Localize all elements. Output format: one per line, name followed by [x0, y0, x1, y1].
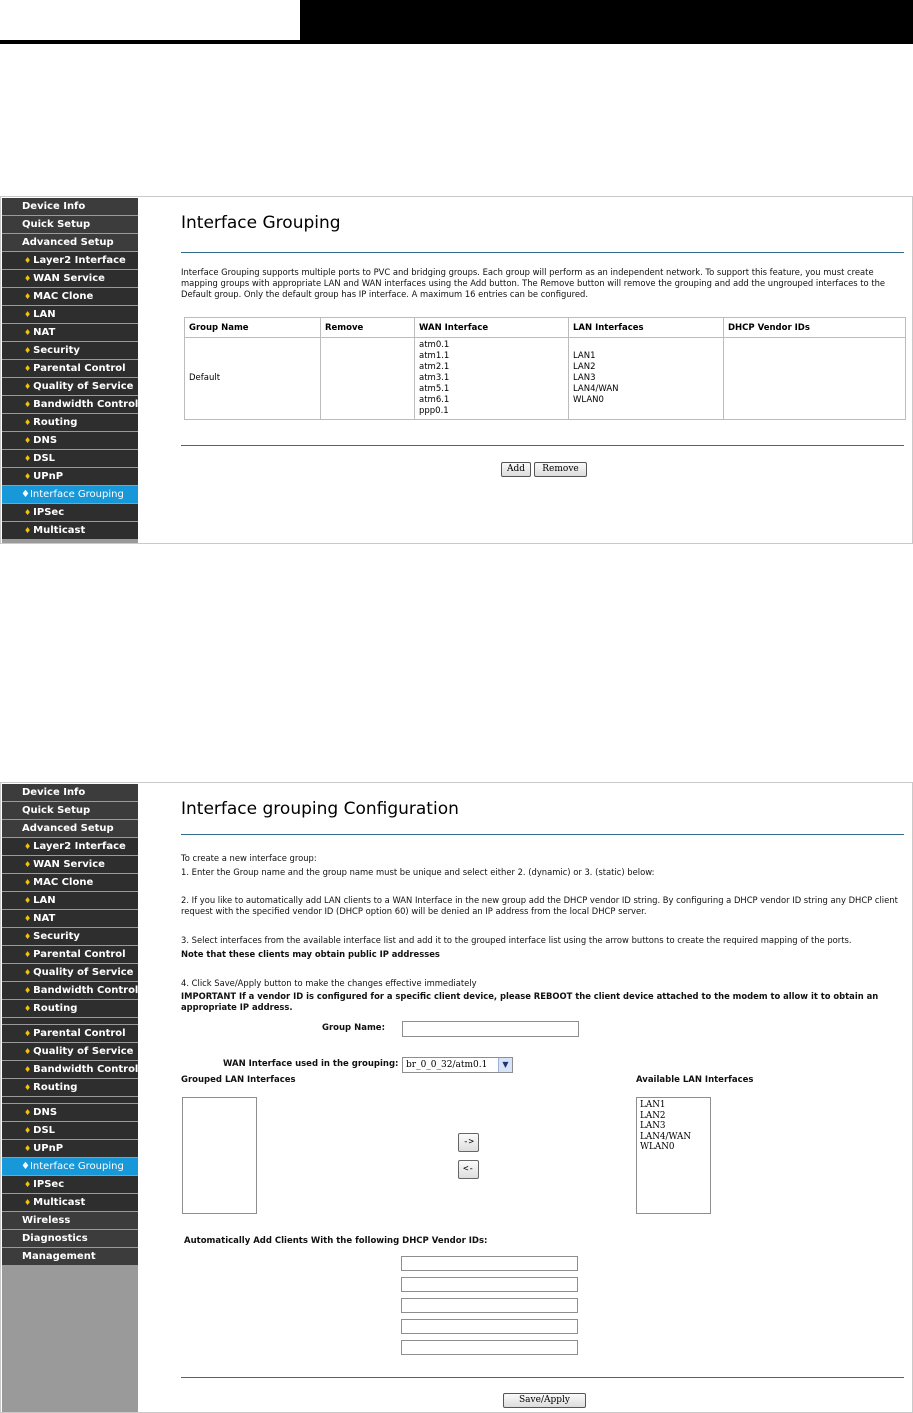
- sidebar-item-bandwidth-control[interactable]: [2, 982, 138, 999]
- document-header: [0, 0, 913, 46]
- note-text: Note that these clients may obtain public IP addresses: [181, 949, 440, 959]
- bullet-icon: ♦: [24, 526, 32, 535]
- bottom-divider: [181, 1377, 904, 1378]
- sidebar-item-label: Bandwidth Control: [33, 985, 138, 996]
- bullet-icon: ♦: [24, 382, 32, 391]
- bullet-icon: ♦: [24, 1180, 32, 1189]
- title-divider: [181, 252, 904, 253]
- wan-interface-cell: [415, 338, 569, 420]
- available-lan-interfaces-label: Available LAN Interfaces: [636, 1075, 754, 1085]
- sidebar-item-management[interactable]: [2, 1248, 138, 1265]
- sidebar-item-label: Layer2 Interface: [33, 841, 126, 852]
- wan-interface-select[interactable]: [402, 1057, 513, 1073]
- sidebar-item-lan[interactable]: [2, 892, 138, 909]
- sidebar-item-interface-grouping[interactable]: [2, 1158, 138, 1175]
- lan-interface-item: WLAN0: [573, 395, 604, 405]
- save-apply-button[interactable]: Save/Apply: [503, 1393, 586, 1408]
- sidebar-item-label: DNS: [33, 435, 58, 446]
- sidebar-item-label: Device Info: [22, 201, 86, 212]
- sidebar-item-label: Quick Setup: [22, 805, 91, 816]
- page-title: Interface grouping Configuration: [181, 799, 459, 819]
- sidebar-item-dsl[interactable]: [2, 450, 138, 467]
- group-name-input[interactable]: [402, 1021, 579, 1037]
- sidebar-item-routing[interactable]: [2, 1079, 138, 1096]
- sidebar-item-multicast[interactable]: [2, 522, 138, 539]
- move-right-button[interactable]: ->: [458, 1133, 479, 1152]
- sidebar-item-label: Interface Grouping: [29, 489, 124, 500]
- sidebar-item-quality-of-service[interactable]: [2, 964, 138, 981]
- remove-button[interactable]: Remove: [534, 462, 587, 477]
- sidebar-item-wan-service[interactable]: [2, 856, 138, 873]
- bullet-icon: ♦: [24, 1004, 32, 1013]
- bullet-icon: ♦: [24, 1198, 32, 1207]
- sidebar-item-label: MAC Clone: [33, 877, 94, 888]
- sidebar-item-parental-control[interactable]: [2, 946, 138, 963]
- sidebar-item-label: LAN: [33, 895, 56, 906]
- sidebar-item-quick-setup[interactable]: [2, 216, 138, 233]
- bullet-icon: ♦: [24, 1047, 32, 1056]
- sidebar-item-label: Advanced Setup: [22, 237, 114, 248]
- sidebar-item-label: DSL: [33, 1125, 56, 1136]
- sidebar-item-label: Advanced Setup: [22, 823, 114, 834]
- column-header-dhcp-vendor-ids: DHCP Vendor IDs: [724, 318, 906, 338]
- column-header-group-name: Group Name: [185, 318, 321, 338]
- sidebar-item-label: DNS: [33, 1107, 58, 1118]
- bullet-icon: ♦: [24, 436, 32, 445]
- sidebar-item-label: Routing: [33, 417, 78, 428]
- sidebar-item-device-info[interactable]: [2, 198, 138, 215]
- column-header-wan-interface: WAN Interface: [415, 318, 569, 338]
- sidebar-item-label: NAT: [33, 913, 56, 924]
- sidebar-item-label: Quality of Service: [33, 1046, 134, 1057]
- sidebar-item-multicast[interactable]: [2, 1194, 138, 1211]
- sidebar-item-wan-service[interactable]: [2, 270, 138, 287]
- sidebar-item-security[interactable]: [2, 928, 138, 945]
- step2-text: 2. If you like to automatically add LAN clients to a WAN Interface in the new group add the DHCP vendor ID string. By configuring a DHCP vendor ID string any DHCP client request with the specified vendor ID (DHCP option 60) will be denied an IP address from the local DHCP server.: [181, 895, 898, 916]
- title-divider: [181, 834, 904, 835]
- move-left-button[interactable]: <-: [458, 1160, 479, 1179]
- lan-interfaces-cell: [569, 338, 724, 420]
- chevron-down-icon[interactable]: ▼: [498, 1058, 512, 1072]
- step3-text: 3. Select interfaces from the available interface list and add it to the grouped interface list using the arrow buttons to create the required mapping of the ports.: [181, 935, 852, 945]
- vendor-id-input[interactable]: [401, 1298, 578, 1313]
- vendor-id-input[interactable]: [401, 1340, 578, 1355]
- list-item[interactable]: LAN3: [640, 1121, 666, 1131]
- header-rule: [0, 40, 913, 44]
- dhcp-vendor-ids-cell: [724, 338, 906, 420]
- remove-cell: [321, 338, 415, 420]
- bullet-icon: ♦: [24, 896, 32, 905]
- description-text: Interface Grouping supports multiple ports to PVC and bridging groups. Each group will perform as an independent network. To support this feature, you must create mapping groups with appropriate LAN and WAN interfaces using the Add button. The Remove button will remove the grouping and add the ungrouped interfaces to the Default group. Only the default group has IP interface. A maximum 16 entries can be configured.: [181, 267, 886, 299]
- sidebar-item-label: Quality of Service: [33, 967, 134, 978]
- sidebar-item-label: Multicast: [33, 525, 86, 536]
- bullet-icon: ♦: [24, 328, 32, 337]
- interface-grouping-configuration-screenshot: [0, 782, 913, 1413]
- table-row: [185, 338, 906, 420]
- sidebar-item-label: IPSec: [33, 507, 65, 518]
- list-item[interactable]: LAN2: [640, 1110, 666, 1121]
- sidebar-item-security[interactable]: [2, 342, 138, 359]
- sidebar-item-mac-clone[interactable]: [2, 288, 138, 305]
- step4-text: 4. Click Save/Apply button to make the changes effective immediately: [181, 978, 477, 988]
- bullet-icon: ♦: [24, 1108, 32, 1117]
- bullet-icon: ♦: [24, 1083, 32, 1092]
- list-item[interactable]: LAN1: [640, 1100, 666, 1110]
- sidebar-item-label: Bandwidth Control: [33, 399, 138, 410]
- sidebar-item-label: NAT: [33, 327, 56, 338]
- bullet-icon: ♦: [24, 454, 32, 463]
- bullet-icon: ♦: [24, 968, 32, 977]
- important-text: IMPORTANT If a vendor ID is configured for a specific client device, please REBOOT the client device attached to the modem to allow it to obtain an appropriate IP address.: [181, 991, 879, 1012]
- dhcp-vendor-ids-label: Automatically Add Clients With the following DHCP Vendor IDs:: [184, 1236, 488, 1246]
- vendor-id-input[interactable]: [401, 1319, 578, 1334]
- wan-interface-item: atm1.1: [419, 351, 450, 361]
- bullet-icon: ♦: [24, 256, 32, 265]
- sidebar-item-ipsec[interactable]: [2, 1176, 138, 1193]
- sidebar-item-layer2-interface[interactable]: [2, 838, 138, 855]
- intro-text: To create a new interface group:: [181, 853, 317, 863]
- interface-group-table: [184, 317, 906, 420]
- wan-interface-item: atm0.1: [419, 340, 450, 350]
- sidebar-item-interface-grouping[interactable]: [2, 486, 138, 503]
- wan-interface-item: ppp0.1: [419, 406, 449, 416]
- sidebar-item-label: Layer2 Interface: [33, 255, 126, 266]
- group-name-cell: Default: [185, 338, 321, 420]
- sidebar-item-label: Bandwidth Control: [33, 1064, 138, 1075]
- bullet-icon: ♦: [24, 932, 32, 941]
- sidebar-item-nat[interactable]: [2, 910, 138, 927]
- sidebar-item-quick-setup[interactable]: [2, 802, 138, 819]
- sidebar-item-upnp[interactable]: [2, 1140, 138, 1157]
- available-lan-interfaces-list[interactable]: [636, 1097, 711, 1214]
- bullet-icon: ♦: [24, 292, 32, 301]
- sidebar-item-label: Wireless: [22, 1215, 71, 1226]
- bullet-icon: ♦: [24, 842, 32, 851]
- bullet-icon: ♦: [24, 418, 32, 427]
- bullet-icon: ♦: [24, 364, 32, 373]
- sidebar-item-label: Quick Setup: [22, 219, 91, 230]
- sidebar-item-label: UPnP: [33, 471, 64, 482]
- wan-interface-item: atm3.1: [419, 373, 450, 383]
- sidebar-item-label: Parental Control: [33, 1028, 126, 1039]
- table-divider: [181, 445, 904, 446]
- bullet-icon: ♦: [24, 400, 32, 409]
- sidebar-item-label: Management: [22, 1251, 96, 1262]
- sidebar-item-label: WAN Service: [33, 273, 105, 284]
- sidebar-item-label: DSL: [33, 453, 56, 464]
- bullet-icon: ♦: [24, 1065, 32, 1074]
- sidebar-item-parental-control[interactable]: [2, 360, 138, 377]
- table-header-row: [185, 318, 906, 338]
- sidebar-item-label: Parental Control: [33, 363, 126, 374]
- sidebar-separator: [2, 1097, 138, 1103]
- sidebar-item-label: Security: [33, 931, 80, 942]
- sidebar-item-quality-of-service[interactable]: [2, 378, 138, 395]
- bullet-icon: ♦: [24, 508, 32, 517]
- sidebar-item-label: WAN Service: [33, 859, 105, 870]
- sidebar-item-label: IPSec: [33, 1179, 65, 1190]
- sidebar-item-label: Multicast: [33, 1197, 86, 1208]
- sidebar-item-quality-of-service[interactable]: [2, 1043, 138, 1060]
- sidebar-item-ipsec[interactable]: [2, 504, 138, 521]
- sidebar-item-lan[interactable]: [2, 306, 138, 323]
- list-item[interactable]: LAN4/WAN: [640, 1131, 692, 1142]
- sidebar-item-label: UPnP: [33, 1143, 64, 1154]
- sidebar-item-dsl[interactable]: [2, 1122, 138, 1139]
- bullet-icon: ♦: [21, 489, 30, 500]
- main-content: [181, 783, 904, 1412]
- lan-interface-item: LAN2: [573, 362, 596, 372]
- interface-grouping-screenshot: [0, 196, 913, 544]
- wan-interface-label: WAN Interface used in the grouping:: [223, 1059, 399, 1069]
- bullet-icon: ♦: [24, 878, 32, 887]
- sidebar-item-bandwidth-control[interactable]: [2, 1061, 138, 1078]
- sidebar-item-label: Parental Control: [33, 949, 126, 960]
- sidebar-item-label: Security: [33, 345, 80, 356]
- sidebar-item-advanced-setup[interactable]: [2, 234, 138, 251]
- bullet-icon: ♦: [24, 986, 32, 995]
- lan-interface-item: LAN4/WAN: [573, 384, 619, 394]
- bullet-icon: ♦: [24, 914, 32, 923]
- bullet-icon: ♦: [24, 310, 32, 319]
- lan-interface-list: [573, 351, 719, 406]
- column-header-remove: Remove: [321, 318, 415, 338]
- bullet-icon: ♦: [24, 346, 32, 355]
- lan-interface-item: LAN3: [573, 373, 596, 383]
- sidebar-menu: [2, 784, 138, 1412]
- lan-interface-item: LAN1: [573, 351, 596, 361]
- sidebar-item-label: Device Info: [22, 787, 86, 798]
- column-header-lan-interfaces: LAN Interfaces: [569, 318, 724, 338]
- sidebar-item-layer2-interface[interactable]: [2, 252, 138, 269]
- page-title: Interface Grouping: [181, 213, 341, 233]
- main-content: [181, 197, 904, 543]
- bullet-icon: ♦: [24, 860, 32, 869]
- sidebar-item-upnp[interactable]: [2, 468, 138, 485]
- vendor-id-input[interactable]: [401, 1277, 578, 1292]
- sidebar-item-mac-clone[interactable]: [2, 874, 138, 891]
- group-name-label: Group Name:: [322, 1023, 385, 1033]
- bullet-icon: ♦: [21, 1161, 30, 1172]
- sidebar-item-label: LAN: [33, 309, 56, 320]
- wan-interface-item: atm2.1: [419, 362, 450, 372]
- list-item[interactable]: WLAN0: [640, 1142, 675, 1152]
- vendor-id-input[interactable]: [401, 1256, 578, 1271]
- wan-interface-selected-value: br_0_0_32/atm0.1: [406, 1060, 488, 1070]
- sidebar-item-label: Diagnostics: [22, 1233, 88, 1244]
- bullet-icon: ♦: [24, 1029, 32, 1038]
- wan-interface-item: atm5.1: [419, 384, 450, 394]
- sidebar-item-wireless[interactable]: [2, 1212, 138, 1229]
- bullet-icon: ♦: [24, 1144, 32, 1153]
- sidebar-item-routing[interactable]: [2, 414, 138, 431]
- sidebar-item-label: Interface Grouping: [29, 1161, 124, 1172]
- sidebar-item-device-info[interactable]: [2, 784, 138, 801]
- wan-interface-list: [419, 340, 564, 417]
- sidebar-item-label: Quality of Service: [33, 381, 134, 392]
- sidebar-separator: [2, 1018, 138, 1024]
- bullet-icon: ♦: [24, 950, 32, 959]
- bullet-icon: ♦: [24, 472, 32, 481]
- header-black-tab: [300, 0, 913, 40]
- sidebar-item-dns[interactable]: [2, 1104, 138, 1121]
- step1-text: 1. Enter the Group name and the group name must be unique and select either 2. (dynamic) or 3. (static) below:: [181, 867, 655, 877]
- grouped-lan-interfaces-label: Grouped LAN Interfaces: [181, 1075, 296, 1085]
- add-button[interactable]: Add: [501, 462, 531, 477]
- sidebar-item-bandwidth-control[interactable]: [2, 396, 138, 413]
- bullet-icon: ♦: [24, 1126, 32, 1135]
- sidebar-item-advanced-setup[interactable]: [2, 820, 138, 837]
- sidebar-item-dns[interactable]: [2, 432, 138, 449]
- sidebar-item-label: MAC Clone: [33, 291, 94, 302]
- wan-interface-item: atm6.1: [419, 395, 450, 405]
- sidebar-item-diagnostics[interactable]: [2, 1230, 138, 1247]
- sidebar-menu: [2, 198, 138, 543]
- sidebar-item-parental-control[interactable]: [2, 1025, 138, 1042]
- grouped-lan-interfaces-list[interactable]: [182, 1097, 257, 1214]
- sidebar-item-label: Routing: [33, 1003, 78, 1014]
- sidebar-item-routing[interactable]: [2, 1000, 138, 1017]
- bullet-icon: ♦: [24, 274, 32, 283]
- sidebar-item-nat[interactable]: [2, 324, 138, 341]
- sidebar-item-label: Routing: [33, 1082, 78, 1093]
